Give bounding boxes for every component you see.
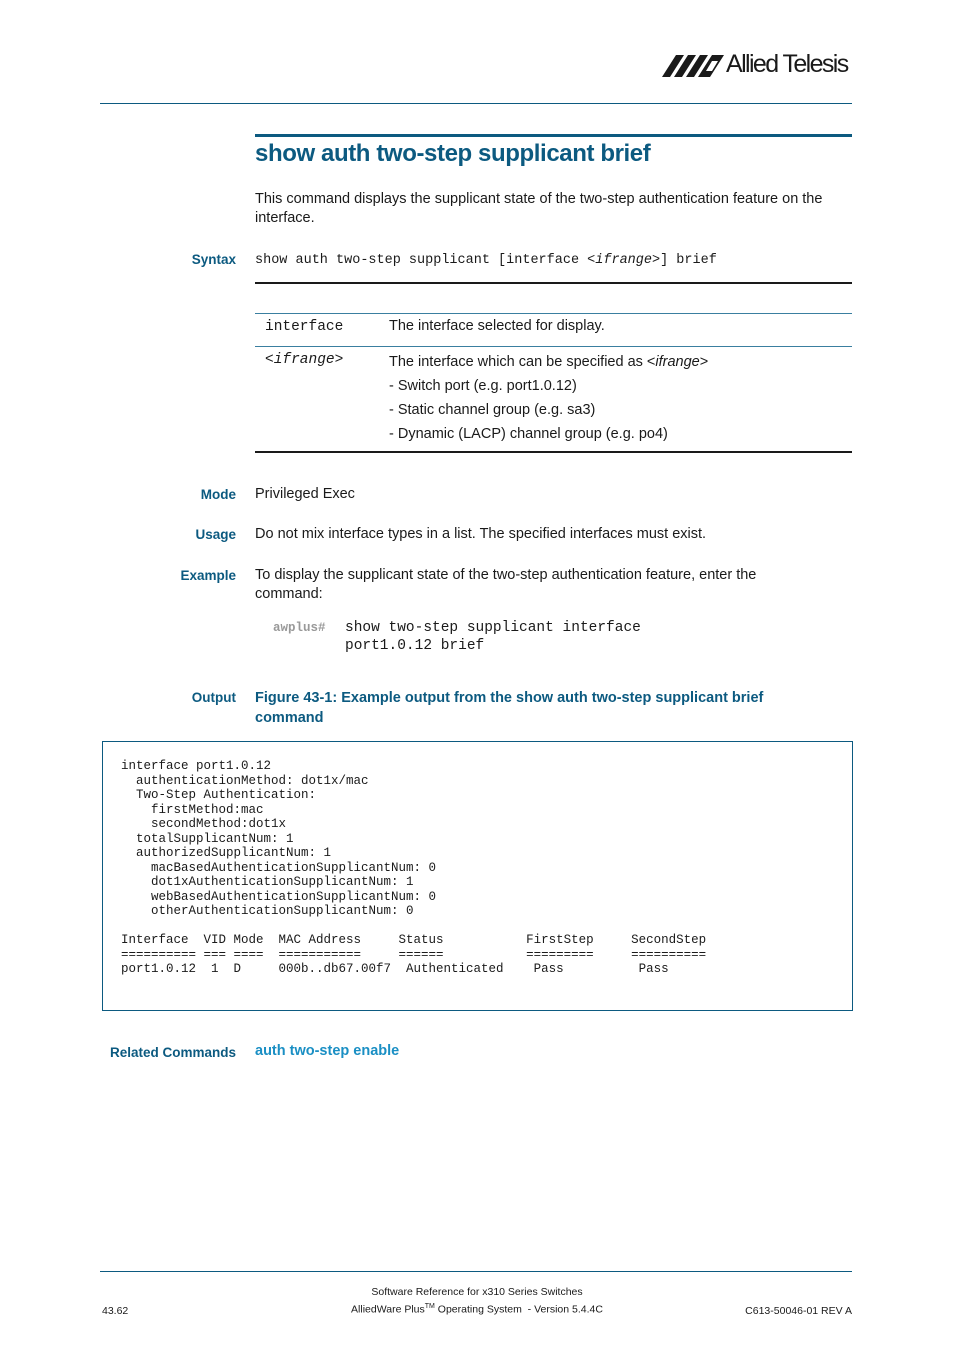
param-ifrange [265, 352, 343, 368]
param-ifrange-close: > [334, 352, 344, 368]
desc-prefix: The interface which can be specified as < [389, 354, 656, 370]
description: This command displays the supplicant state of the two-step authentication feature on the interface. [255, 191, 823, 226]
related-label: Related Commands [109, 1045, 236, 1060]
related-link-auth-two-step-enable[interactable]: auth two-step enable [255, 1043, 400, 1059]
footer-rule [100, 1271, 852, 1272]
syntax-prefix: show auth two-step supplicant [interface < [255, 253, 596, 268]
footer-doc-id: C613-50046-01 REV A [745, 1305, 852, 1317]
param-ifrange-desc-line [389, 350, 708, 374]
example-prompt: awplus# [273, 621, 326, 635]
footer-title: Software Reference for x310 Series Switches [371, 1286, 583, 1298]
logo-mark-icon [662, 55, 726, 77]
param-interface: interface [265, 319, 344, 335]
param-ifrange-desc [389, 350, 708, 446]
param-ifrange-name: ifrange [273, 352, 335, 368]
logo-wordmark: Allied Telesis [726, 50, 848, 78]
param-table-header-rule [255, 313, 852, 314]
title-rule [255, 134, 852, 137]
mode-label: Mode [200, 487, 236, 502]
syntax-command [255, 253, 717, 268]
param-ifrange-open: < [265, 352, 274, 368]
mode-text: Privileged Exec [255, 486, 355, 502]
output-label: Output [191, 690, 236, 705]
usage-text: Do not mix interface types in a list. The specified interfaces must exist. [255, 526, 707, 542]
footer-page-number: 43.62 [102, 1305, 129, 1317]
example-text: To display the supplicant state of the two-step authentication feature, enter the command: [255, 567, 757, 602]
param-ifrange-desc-line: - Static channel group (e.g. sa3) [389, 402, 596, 418]
param-interface-desc: The interface selected for display. [389, 318, 605, 334]
footer-tm: TM [424, 1303, 435, 1310]
footer-product: AlliedWare Plus [351, 1303, 425, 1316]
figure-caption: Figure 43-1: Example output from the show auth two-step supplicant brief command [255, 690, 764, 726]
example-command: show two-step supplicant interface port1.0.12 brief [345, 620, 641, 654]
syntax-param: ifrange [595, 253, 652, 268]
allied-telesis-logo [662, 50, 854, 80]
footer-version: Operating System - Version 5.4.4C [434, 1303, 603, 1316]
output-text: interface port1.0.12 authenticationMethod: dot1x/mac Two-Step Authentication: firstMethod:mac secondMethod:dot1x totalSupplicantNum: 1 authorizedSupplicantNum: 1 macBasedAuthenticationSupplicantNum: 0 dot1xAuthenticationSupplicantNum: 1 webBasedAuthenticationSupplicantNum: 0 otherAuthenticationSupplicantNum: 0 Interface VID Mode MAC Address Status FirstStep SecondStep ========== === ==== =========== ====== ========= ========== port1.0.12 1 D 000b..db67.00f7 Authenticated Pass Pass [121, 759, 707, 976]
syntax-label: Syntax [191, 252, 236, 267]
syntax-suffix: >] brief [651, 253, 717, 268]
desc-italic: ifrange [655, 354, 700, 370]
param-row-rule [255, 346, 852, 347]
header-rule [100, 103, 852, 104]
param-ifrange-desc-line: - Dynamic (LACP) channel group (e.g. po4) [389, 426, 668, 442]
page-title: show auth two-step supplicant brief [255, 140, 651, 167]
param-table-top-rule [255, 282, 852, 284]
output-box [102, 741, 853, 1011]
example-label: Example [180, 568, 236, 583]
desc-suffix: > [699, 354, 709, 370]
param-table-bottom-rule [255, 451, 852, 453]
usage-label: Usage [195, 527, 236, 542]
param-ifrange-desc-line: - Switch port (e.g. port1.0.12) [389, 378, 577, 394]
